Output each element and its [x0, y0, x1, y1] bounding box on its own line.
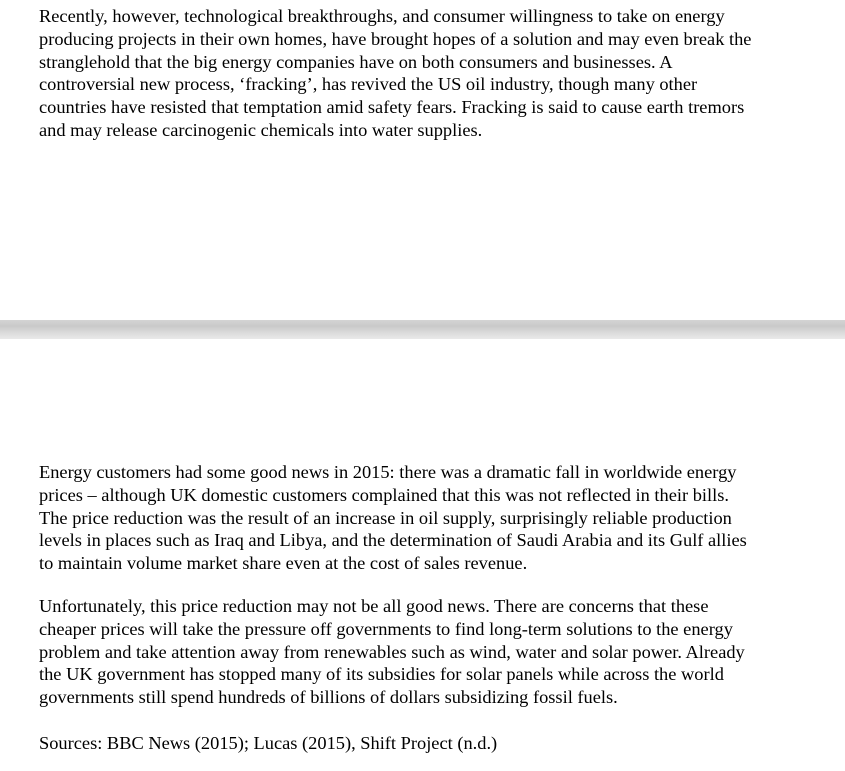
text-line: the UK government has stopped many of its subsidies for solar panels while across the world [39, 664, 724, 685]
sources-citation [39, 732, 829, 755]
text-line: Sources: BBC News (2015); Lucas (2015), Shift Project (n.d.) [39, 733, 498, 753]
text-line: controversial new process, ‘fracking’, has revived the US oil industry, though many other [39, 74, 698, 95]
text-line: to maintain volume market share even at the cost of sales revenue. [39, 553, 528, 574]
text-line: and may release carcinogenic chemicals into water supplies. [39, 119, 483, 140]
paragraph-energy-prices [39, 461, 829, 575]
text-line: countries have resisted that temptation amid safety fears. Fracking is said to cause earth tremors [39, 97, 745, 118]
text-line: The price reduction was the result of an increase in oil supply, surprisingly reliable production [39, 507, 732, 528]
text-line: problem and take attention away from renewables such as wind, water and solar power. Already [39, 641, 745, 662]
text-line: prices – although UK domestic customers complained that this was not reflected in their bills. [39, 484, 729, 505]
text-line: Recently, however, technological breakthroughs, and consumer willingness to take on energy [39, 6, 725, 26]
text-line: cheaper prices will take the pressure off governments to find long-term solutions to the energy [39, 618, 733, 639]
paragraph-fracking [39, 5, 829, 142]
document-page-bottom [0, 339, 845, 771]
text-line: stranglehold that the big energy companies have on both consumers and businesses. A [39, 51, 673, 72]
text-line: levels in places such as Iraq and Libya, and the determination of Saudi Arabia and its Gulf allies [39, 530, 747, 551]
text-line: Energy customers had some good news in 2015: there was a dramatic fall in worldwide energy [39, 462, 737, 482]
page-separator [0, 320, 845, 339]
paragraph-price-reduction-concerns [39, 595, 829, 709]
text-line: producing projects in their own homes, have brought hopes of a solution and may even break the [39, 28, 752, 49]
document-page-top [0, 0, 845, 320]
text-line: Unfortunately, this price reduction may not be all good news. There are concerns that these [39, 596, 709, 616]
text-line: governments still spend hundreds of billions of dollars subsidizing fossil fuels. [39, 687, 618, 708]
